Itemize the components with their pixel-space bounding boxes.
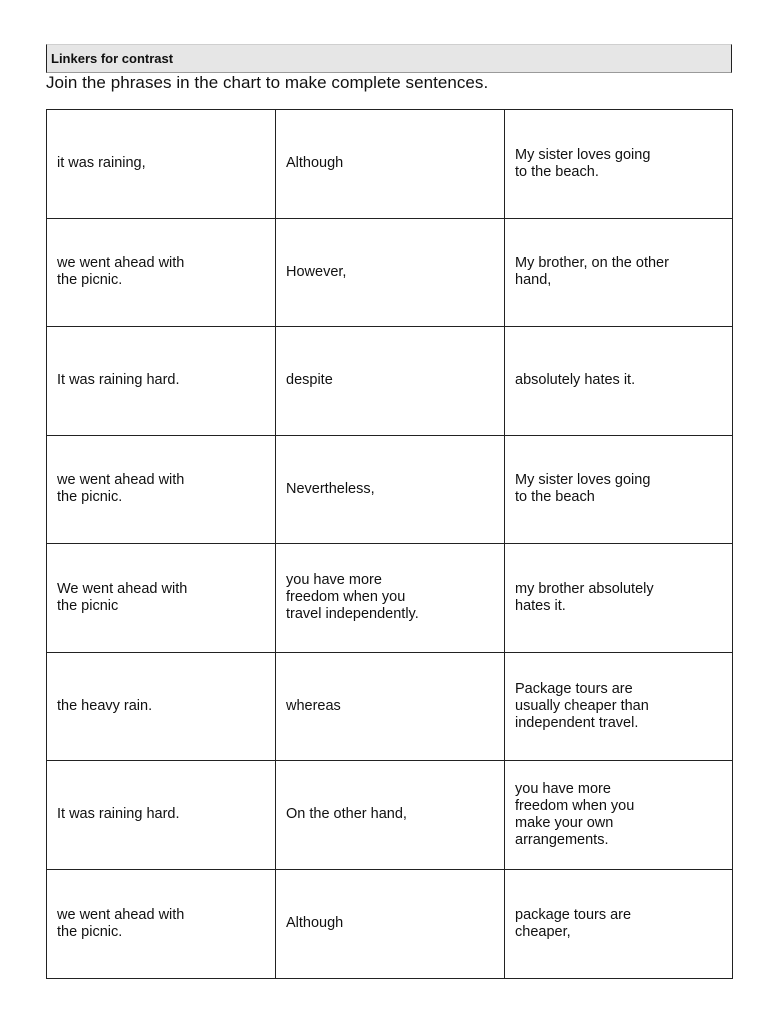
section-header-bar bbox=[46, 44, 732, 73]
chart-cell: We went ahead with the picnic bbox=[47, 544, 276, 653]
chart-cell: you have more freedom when you travel independently. bbox=[276, 544, 505, 653]
chart-cell: whereas bbox=[276, 653, 505, 762]
chart-cell: Although bbox=[276, 110, 505, 219]
chart-cell: it was raining, bbox=[47, 110, 276, 219]
chart-cell: It was raining hard. bbox=[47, 761, 276, 870]
chart-cell: my brother absolutely hates it. bbox=[505, 544, 732, 653]
chart-cell: Nevertheless, bbox=[276, 436, 505, 545]
chart-cell: we went ahead with the picnic. bbox=[47, 436, 276, 545]
chart-cell: Package tours are usually cheaper than independent travel. bbox=[505, 653, 732, 762]
section-title: Linkers for contrast bbox=[51, 51, 174, 66]
chart-cell: Although bbox=[276, 870, 505, 979]
chart-cell: My sister loves going to the beach bbox=[505, 436, 732, 545]
chart-cell: However, bbox=[276, 219, 505, 328]
chart-cell: package tours are cheaper, bbox=[515, 906, 632, 940]
phrase-chart bbox=[46, 109, 733, 979]
chart-cell: you have more freedom when you make your own arrangements. bbox=[505, 761, 732, 870]
chart-cell: My brother, on the other hand, bbox=[505, 219, 732, 328]
chart-cell: despite bbox=[276, 327, 505, 436]
chart-cell: On the other hand, bbox=[276, 761, 505, 870]
chart-cell: we went ahead with the picnic. bbox=[47, 219, 276, 328]
chart-cell: absolutely hates it. bbox=[505, 327, 732, 436]
chart-cell: My sister loves going to the beach. bbox=[505, 110, 732, 219]
chart-cell: the heavy rain. bbox=[47, 653, 276, 762]
chart-cell: It was raining hard. bbox=[47, 327, 276, 436]
chart-cell: we went ahead with the picnic. bbox=[47, 870, 276, 979]
instruction-text: Join the phrases in the chart to make complete sentences. bbox=[46, 73, 489, 92]
